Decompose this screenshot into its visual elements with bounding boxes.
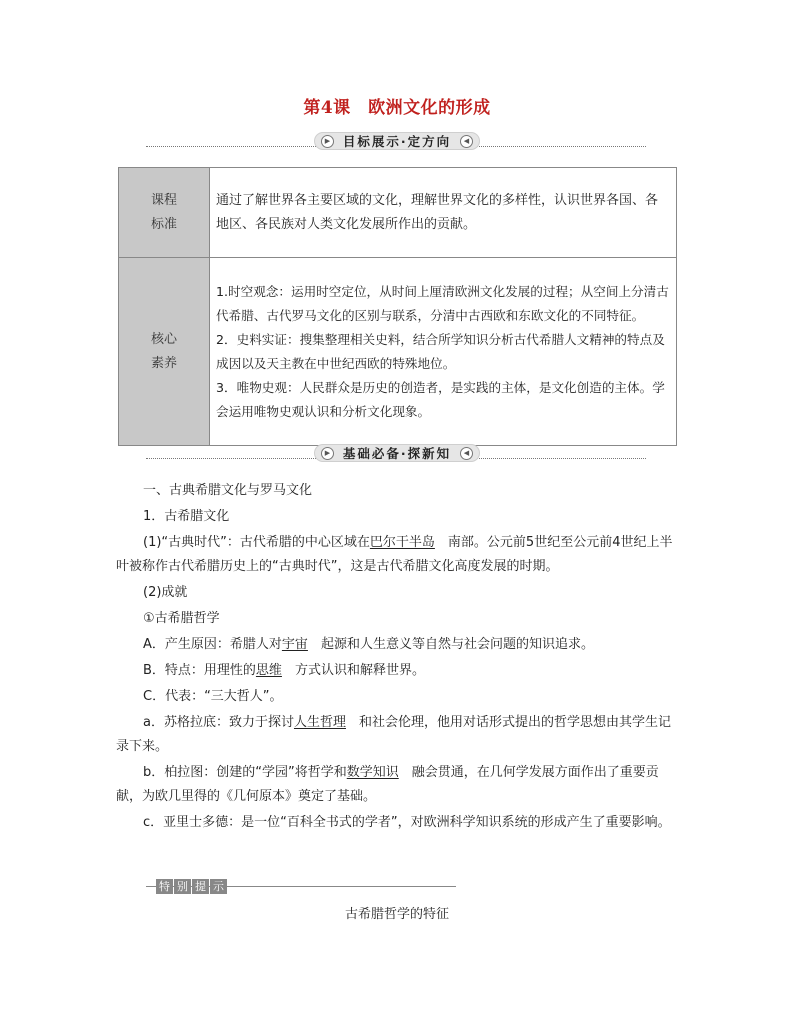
blank-answer: 巴尔干半岛 xyxy=(369,535,435,550)
core-literacy-item-3: 3．唯物史观：人民群众是历史的创造者，是实践的主体，是文化创造的主体。学会运用唯物史观认识和分析文化现象。 xyxy=(216,379,665,419)
text: 起源和人生意义等自然与社会问题的知识追求。 xyxy=(320,637,594,652)
banner-objectives xyxy=(146,132,646,154)
sub-heading: 1．古希腊文化 xyxy=(143,509,230,524)
text: 和社会伦理，他用对话形式提出的哲学思想由其学生记录下来。 xyxy=(116,715,672,754)
text: B．特点：用理性的 xyxy=(143,663,256,678)
blank-answer: 宇宙 xyxy=(281,637,308,652)
core-literacy-item-2: 2．史料实证：搜集整理相关史料，结合所学知识分析古代希腊人文精神的特点及成因以及天主教在中世纪西欧的特殊地位。 xyxy=(216,331,665,371)
section-heading: 一、古典希腊文化与罗马文化 xyxy=(143,483,313,498)
text: a．苏格拉底：致力于探讨 xyxy=(143,715,294,730)
text: 方式认识和解释世界。 xyxy=(294,663,425,678)
paragraph-classic-era xyxy=(116,531,682,579)
label-text: 素养 xyxy=(150,355,177,371)
text: A．产生原因：希腊人对 xyxy=(143,637,282,652)
tip-char: 特 xyxy=(156,879,173,894)
core-literacy-content xyxy=(210,258,677,446)
label-text: 核心 xyxy=(150,331,177,347)
label-curriculum-standard xyxy=(119,168,210,258)
play-right-icon: ▶ xyxy=(321,447,334,460)
play-left-icon: ◀ xyxy=(460,135,473,148)
text: 南部。公元前5世纪至公元前4世纪上半叶被称作古代希腊历史上的“古典时代”，这是古代希腊文化高度发展的时期。 xyxy=(116,535,673,574)
tip-char: 示 xyxy=(210,879,227,894)
paragraph-aristotle: c．亚里士多德：是一位“百科全书式的学者”，对欧洲科学知识系统的形成产生了重要影响。 xyxy=(143,815,671,830)
lesson-title: 第4课 欧洲文化的形成 xyxy=(303,98,491,118)
paragraph-philosophy: ①古希腊哲学 xyxy=(143,611,220,626)
label-core-literacy xyxy=(119,258,210,446)
tip-caption: 古希腊哲学的特征 xyxy=(344,907,449,922)
banner-basics-text: 基础必备·探新知 xyxy=(342,446,452,461)
content-body xyxy=(116,479,682,835)
blank-answer: 数学知识 xyxy=(346,765,399,780)
special-tip-bar xyxy=(146,877,456,897)
play-left-icon: ◀ xyxy=(460,447,473,460)
banner-pill xyxy=(314,132,480,150)
label-text: 标准 xyxy=(150,216,177,232)
tip-char: 提 xyxy=(192,879,209,894)
paragraph-achievements: (2)成就 xyxy=(143,585,188,600)
banner-pill xyxy=(314,444,480,462)
tip-char: 别 xyxy=(174,879,191,894)
core-literacy-item-1: 1.时空观念：运用时空定位，从时间上厘清欧洲文化发展的过程；从空间上分清古代希腊、古代罗马文化的区别与联系，分清中古西欧和东欧文化的不同特征。 xyxy=(216,283,669,323)
play-right-icon: ▶ xyxy=(321,135,334,148)
banner-basics xyxy=(146,444,646,466)
blank-answer: 人生哲理 xyxy=(293,715,346,730)
paragraph-feature xyxy=(116,659,682,683)
paragraph-representatives: C．代表：“三大哲人”。 xyxy=(143,689,283,704)
paragraph-socrates xyxy=(116,711,682,759)
text: 融会贯通，在几何学发展方面作出了重要贡献，为欧几里得的《几何原本》奠定了基础。 xyxy=(116,765,659,804)
table-row xyxy=(119,258,677,446)
table-row xyxy=(119,168,677,258)
standards-table xyxy=(118,167,677,446)
blank-answer: 思维 xyxy=(255,663,282,678)
curriculum-standard-text: 通过了解世界各主要区域的文化，理解世界文化的多样性，认识世界各国、各地区、各民族对人类文化发展所作出的贡献。 xyxy=(210,168,677,258)
paragraph-plato xyxy=(116,761,682,809)
label-text: 课程 xyxy=(150,192,177,208)
text: (1)“古典时代”：古代希腊的中心区域在 xyxy=(143,535,370,550)
text: b．柏拉图：创建的“学园”将哲学和 xyxy=(143,765,347,780)
paragraph-origin xyxy=(116,633,682,657)
banner-objectives-text: 目标展示·定方向 xyxy=(342,134,452,149)
special-tip-label xyxy=(156,879,227,894)
